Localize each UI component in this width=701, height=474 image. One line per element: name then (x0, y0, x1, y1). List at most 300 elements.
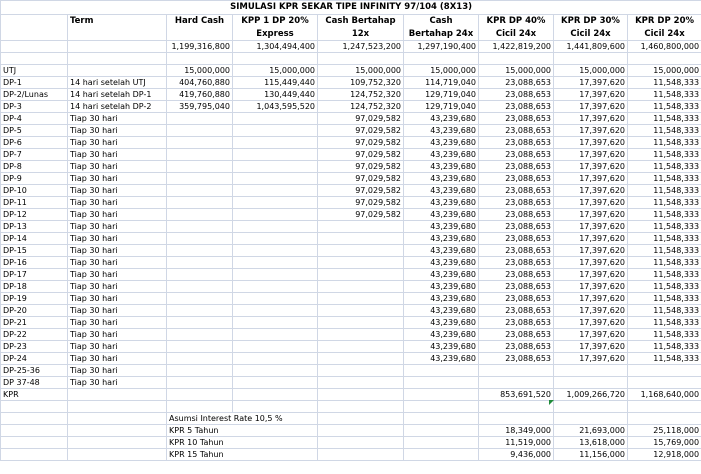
amount-cell[interactable]: 17,397,620 (554, 89, 628, 101)
amount-cell[interactable]: 23,088,653 (479, 137, 554, 149)
empty-cell[interactable] (554, 401, 628, 413)
installment-cell[interactable]: 21,693,000 (554, 425, 628, 437)
empty-cell[interactable] (68, 425, 167, 437)
row-label[interactable]: DP-11 (1, 197, 68, 209)
empty-cell[interactable] (318, 413, 404, 425)
amount-cell[interactable]: 43,239,680 (404, 329, 479, 341)
amount-cell[interactable]: 97,029,582 (318, 161, 404, 173)
amount-cell[interactable] (167, 149, 233, 161)
amount-cell[interactable]: 11,548,333 (628, 197, 701, 209)
amount-cell[interactable]: 17,397,620 (554, 329, 628, 341)
amount-cell[interactable]: 359,795,040 (167, 101, 233, 113)
amount-cell[interactable] (628, 377, 701, 389)
amount-cell[interactable]: 23,088,653 (479, 257, 554, 269)
header-col6-line1[interactable]: KPR DP 30% (554, 15, 628, 28)
amount-cell[interactable] (318, 257, 404, 269)
amount-cell[interactable]: 43,239,680 (404, 257, 479, 269)
amount-cell[interactable] (233, 269, 318, 281)
amount-cell[interactable] (167, 197, 233, 209)
amount-cell[interactable]: 11,548,333 (628, 245, 701, 257)
amount-cell[interactable]: 11,548,333 (628, 185, 701, 197)
amount-cell[interactable] (554, 365, 628, 377)
row-term[interactable]: Tiap 30 hari (68, 269, 167, 281)
amount-cell[interactable]: 23,088,653 (479, 269, 554, 281)
row-term[interactable]: Tiap 30 hari (68, 113, 167, 125)
row-term[interactable]: Tiap 30 hari (68, 185, 167, 197)
row-label[interactable]: DP-24 (1, 353, 68, 365)
amount-cell[interactable] (233, 137, 318, 149)
row-label[interactable]: DP-23 (1, 341, 68, 353)
row-label[interactable]: DP-17 (1, 269, 68, 281)
amount-cell[interactable] (404, 377, 479, 389)
row-term[interactable]: Tiap 30 hari (68, 257, 167, 269)
empty-cell[interactable] (404, 425, 479, 437)
amount-cell[interactable]: 43,239,680 (404, 353, 479, 365)
amount-cell[interactable]: 114,719,040 (404, 77, 479, 89)
amount-cell[interactable] (167, 281, 233, 293)
interest-term-label[interactable]: KPR 15 Tahun (167, 449, 318, 461)
empty-cell[interactable] (68, 413, 167, 425)
amount-cell[interactable]: 17,397,620 (554, 269, 628, 281)
installment-cell[interactable]: 18,349,000 (479, 425, 554, 437)
amount-cell[interactable]: 43,239,680 (404, 221, 479, 233)
amount-cell[interactable] (318, 341, 404, 353)
row-label[interactable]: DP-22 (1, 329, 68, 341)
amount-cell[interactable] (404, 365, 479, 377)
installment-cell[interactable]: 11,519,000 (479, 437, 554, 449)
row-label[interactable]: DP 37-48 (1, 377, 68, 389)
header-term-blank[interactable] (68, 28, 167, 41)
header-col5-line1[interactable]: KPR DP 40% (479, 15, 554, 28)
amount-cell[interactable] (167, 353, 233, 365)
row-label[interactable]: DP-4 (1, 113, 68, 125)
row-term[interactable]: Tiap 30 hari (68, 305, 167, 317)
amount-cell[interactable]: 97,029,582 (318, 209, 404, 221)
amount-cell[interactable] (318, 269, 404, 281)
row-label[interactable]: DP-25-36 (1, 365, 68, 377)
amount-cell[interactable]: 43,239,680 (404, 185, 479, 197)
installment-cell[interactable]: 11,156,000 (554, 449, 628, 461)
empty-cell[interactable] (1, 437, 68, 449)
empty-cell[interactable] (318, 53, 404, 65)
amount-cell[interactable]: 17,397,620 (554, 149, 628, 161)
amount-cell[interactable]: 17,397,620 (554, 305, 628, 317)
amount-cell[interactable] (167, 257, 233, 269)
amount-cell[interactable] (318, 233, 404, 245)
amount-cell[interactable]: 17,397,620 (554, 137, 628, 149)
empty-cell[interactable] (479, 413, 554, 425)
row-label[interactable]: DP-9 (1, 173, 68, 185)
amount-cell[interactable]: 43,239,680 (404, 137, 479, 149)
price-cell[interactable]: 1,304,494,400 (233, 41, 318, 53)
row-label[interactable]: DP-5 (1, 125, 68, 137)
amount-cell[interactable]: 97,029,582 (318, 173, 404, 185)
row-term[interactable]: Tiap 30 hari (68, 329, 167, 341)
amount-cell[interactable]: 11,548,333 (628, 281, 701, 293)
amount-cell[interactable]: 43,239,680 (404, 161, 479, 173)
amount-cell[interactable]: 130,449,440 (233, 89, 318, 101)
empty-cell[interactable] (318, 449, 404, 461)
row-label[interactable]: DP-20 (1, 305, 68, 317)
amount-cell[interactable] (233, 305, 318, 317)
amount-cell[interactable]: 17,397,620 (554, 281, 628, 293)
amount-cell[interactable] (233, 161, 318, 173)
amount-cell[interactable]: 15,000,000 (479, 65, 554, 77)
amount-cell[interactable]: 97,029,582 (318, 137, 404, 149)
amount-cell[interactable] (233, 293, 318, 305)
amount-cell[interactable]: 129,719,040 (404, 89, 479, 101)
row-term[interactable]: Tiap 30 hari (68, 197, 167, 209)
amount-cell[interactable] (167, 173, 233, 185)
row-label[interactable]: DP-18 (1, 281, 68, 293)
kpr-cell[interactable]: 1,009,266,720 (554, 389, 628, 401)
amount-cell[interactable]: 109,752,320 (318, 77, 404, 89)
row-term[interactable]: Tiap 30 hari (68, 149, 167, 161)
amount-cell[interactable] (233, 365, 318, 377)
amount-cell[interactable]: 11,548,333 (628, 209, 701, 221)
amount-cell[interactable]: 43,239,680 (404, 149, 479, 161)
empty-cell[interactable] (1, 401, 68, 413)
row-term[interactable]: 14 hari setelah UTJ (68, 77, 167, 89)
row-label[interactable]: DP-12 (1, 209, 68, 221)
amount-cell[interactable]: 11,548,333 (628, 173, 701, 185)
empty-cell[interactable] (404, 449, 479, 461)
price-cell[interactable]: 1,441,809,600 (554, 41, 628, 53)
amount-cell[interactable]: 23,088,653 (479, 197, 554, 209)
row-term[interactable]: Tiap 30 hari (68, 341, 167, 353)
amount-cell[interactable]: 43,239,680 (404, 245, 479, 257)
amount-cell[interactable]: 97,029,582 (318, 185, 404, 197)
amount-cell[interactable]: 11,548,333 (628, 149, 701, 161)
amount-cell[interactable]: 17,397,620 (554, 173, 628, 185)
amount-cell[interactable] (233, 197, 318, 209)
empty-cell[interactable] (68, 449, 167, 461)
amount-cell[interactable]: 23,088,653 (479, 305, 554, 317)
amount-cell[interactable]: 17,397,620 (554, 221, 628, 233)
row-label[interactable]: UTJ (1, 65, 68, 77)
interest-term-label[interactable]: KPR 5 Tahun (167, 425, 318, 437)
empty-cell[interactable] (318, 401, 404, 413)
installment-cell[interactable]: 12,918,000 (628, 449, 701, 461)
amount-cell[interactable] (318, 245, 404, 257)
amount-cell[interactable] (167, 341, 233, 353)
amount-cell[interactable]: 419,760,880 (167, 89, 233, 101)
amount-cell[interactable] (628, 365, 701, 377)
amount-cell[interactable]: 17,397,620 (554, 353, 628, 365)
amount-cell[interactable]: 1,043,595,520 (233, 101, 318, 113)
amount-cell[interactable] (233, 329, 318, 341)
price-cell[interactable]: 1,247,523,200 (318, 41, 404, 53)
amount-cell[interactable] (233, 233, 318, 245)
row-term[interactable]: Tiap 30 hari (68, 161, 167, 173)
amount-cell[interactable] (318, 329, 404, 341)
amount-cell[interactable]: 15,000,000 (233, 65, 318, 77)
amount-cell[interactable] (318, 353, 404, 365)
amount-cell[interactable]: 43,239,680 (404, 125, 479, 137)
row-term[interactable]: Tiap 30 hari (68, 317, 167, 329)
amount-cell[interactable]: 11,548,333 (628, 329, 701, 341)
amount-cell[interactable]: 43,239,680 (404, 281, 479, 293)
empty-cell[interactable] (318, 425, 404, 437)
amount-cell[interactable]: 23,088,653 (479, 89, 554, 101)
amount-cell[interactable] (233, 185, 318, 197)
amount-cell[interactable]: 11,548,333 (628, 257, 701, 269)
empty-cell[interactable] (318, 437, 404, 449)
row-label[interactable]: DP-3 (1, 101, 68, 113)
row-label[interactable]: DP-14 (1, 233, 68, 245)
amount-cell[interactable] (318, 221, 404, 233)
empty-cell[interactable] (404, 413, 479, 425)
header-col6-line2[interactable]: Cicil 24x (554, 28, 628, 41)
amount-cell[interactable] (167, 293, 233, 305)
amount-cell[interactable]: 124,752,320 (318, 101, 404, 113)
amount-cell[interactable]: 11,548,333 (628, 77, 701, 89)
installment-cell[interactable]: 13,618,000 (554, 437, 628, 449)
empty-cell[interactable] (1, 449, 68, 461)
empty-cell[interactable] (167, 401, 233, 413)
header-col5-line2[interactable]: Cicil 24x (479, 28, 554, 41)
amount-cell[interactable] (167, 233, 233, 245)
row-label[interactable]: DP-2/Lunas (1, 89, 68, 101)
amount-cell[interactable]: 17,397,620 (554, 317, 628, 329)
amount-cell[interactable]: 43,239,680 (404, 293, 479, 305)
kpr-cell[interactable] (318, 389, 404, 401)
amount-cell[interactable]: 23,088,653 (479, 161, 554, 173)
header-col3-line2[interactable]: 12x (318, 28, 404, 41)
amount-cell[interactable] (554, 377, 628, 389)
header-col2-line1[interactable]: KPP 1 DP 20% (233, 15, 318, 28)
amount-cell[interactable]: 11,548,333 (628, 341, 701, 353)
price-cell[interactable]: 1,199,316,800 (167, 41, 233, 53)
amount-cell[interactable] (233, 149, 318, 161)
amount-cell[interactable] (167, 185, 233, 197)
empty-cell[interactable] (1, 413, 68, 425)
installment-cell[interactable]: 15,769,000 (628, 437, 701, 449)
amount-cell[interactable]: 43,239,680 (404, 173, 479, 185)
amount-cell[interactable]: 17,397,620 (554, 245, 628, 257)
row-term[interactable]: Tiap 30 hari (68, 377, 167, 389)
amount-cell[interactable] (233, 221, 318, 233)
amount-cell[interactable]: 23,088,653 (479, 173, 554, 185)
amount-cell[interactable]: 43,239,680 (404, 113, 479, 125)
row-term[interactable]: Tiap 30 hari (68, 209, 167, 221)
amount-cell[interactable] (167, 221, 233, 233)
empty-cell[interactable] (628, 53, 701, 65)
amount-cell[interactable] (167, 125, 233, 137)
amount-cell[interactable]: 23,088,653 (479, 245, 554, 257)
header-blank[interactable] (1, 28, 68, 41)
amount-cell[interactable] (233, 113, 318, 125)
amount-cell[interactable]: 97,029,582 (318, 113, 404, 125)
amount-cell[interactable]: 97,029,582 (318, 149, 404, 161)
amount-cell[interactable]: 11,548,333 (628, 293, 701, 305)
amount-cell[interactable]: 23,088,653 (479, 329, 554, 341)
empty-cell[interactable] (404, 53, 479, 65)
amount-cell[interactable]: 23,088,653 (479, 209, 554, 221)
amount-cell[interactable]: 43,239,680 (404, 269, 479, 281)
header-term[interactable]: Term (68, 15, 167, 28)
price-label[interactable] (1, 41, 68, 53)
row-label[interactable]: DP-21 (1, 317, 68, 329)
amount-cell[interactable]: 11,548,333 (628, 89, 701, 101)
amount-cell[interactable]: 11,548,333 (628, 269, 701, 281)
amount-cell[interactable]: 17,397,620 (554, 125, 628, 137)
empty-cell[interactable] (479, 53, 554, 65)
amount-cell[interactable] (167, 137, 233, 149)
amount-cell[interactable]: 43,239,680 (404, 233, 479, 245)
row-label[interactable]: DP-13 (1, 221, 68, 233)
sheet-title[interactable]: SIMULASI KPR SEKAR TIPE INFINITY 97/104 (8X13) (1, 1, 701, 15)
amount-cell[interactable]: 115,449,440 (233, 77, 318, 89)
amount-cell[interactable]: 17,397,620 (554, 209, 628, 221)
amount-cell[interactable] (167, 365, 233, 377)
amount-cell[interactable]: 15,000,000 (404, 65, 479, 77)
amount-cell[interactable]: 15,000,000 (554, 65, 628, 77)
amount-cell[interactable]: 11,548,333 (628, 125, 701, 137)
amount-cell[interactable] (167, 317, 233, 329)
row-term[interactable]: Tiap 30 hari (68, 221, 167, 233)
amount-cell[interactable]: 15,000,000 (628, 65, 701, 77)
amount-cell[interactable]: 43,239,680 (404, 317, 479, 329)
amount-cell[interactable]: 43,239,680 (404, 197, 479, 209)
amount-cell[interactable] (233, 209, 318, 221)
amount-cell[interactable]: 129,719,040 (404, 101, 479, 113)
amount-cell[interactable]: 43,239,680 (404, 305, 479, 317)
amount-cell[interactable] (167, 377, 233, 389)
row-label[interactable]: DP-16 (1, 257, 68, 269)
amount-cell[interactable]: 11,548,333 (628, 305, 701, 317)
header-col4-line2[interactable]: Bertahap 24x (404, 28, 479, 41)
interest-term-label[interactable]: KPR 10 Tahun (167, 437, 318, 449)
amount-cell[interactable]: 23,088,653 (479, 185, 554, 197)
amount-cell[interactable]: 23,088,653 (479, 149, 554, 161)
amount-cell[interactable]: 43,239,680 (404, 341, 479, 353)
empty-cell[interactable] (68, 401, 167, 413)
row-term[interactable] (68, 65, 167, 77)
row-term[interactable]: Tiap 30 hari (68, 173, 167, 185)
row-term[interactable]: Tiap 30 hari (68, 365, 167, 377)
row-label[interactable]: DP-6 (1, 137, 68, 149)
amount-cell[interactable]: 17,397,620 (554, 293, 628, 305)
amount-cell[interactable]: 11,548,333 (628, 113, 701, 125)
interest-label[interactable]: Asumsi Interest Rate 10,5 % (167, 413, 318, 425)
kpr-cell[interactable] (233, 389, 318, 401)
amount-cell[interactable] (167, 209, 233, 221)
header-col2-line2[interactable]: Express (233, 28, 318, 41)
installment-cell[interactable]: 25,118,000 (628, 425, 701, 437)
amount-cell[interactable]: 17,397,620 (554, 185, 628, 197)
row-term[interactable]: Tiap 30 hari (68, 137, 167, 149)
amount-cell[interactable]: 23,088,653 (479, 221, 554, 233)
amount-cell[interactable]: 43,239,680 (404, 209, 479, 221)
header-col3-line1[interactable]: Cash Bertahap (318, 15, 404, 28)
kpr-cell[interactable]: 1,168,640,000 (628, 389, 701, 401)
amount-cell[interactable]: 23,088,653 (479, 353, 554, 365)
amount-cell[interactable]: 17,397,620 (554, 101, 628, 113)
empty-cell[interactable] (233, 401, 318, 413)
amount-cell[interactable] (479, 365, 554, 377)
row-term[interactable]: Tiap 30 hari (68, 293, 167, 305)
amount-cell[interactable]: 97,029,582 (318, 197, 404, 209)
amount-cell[interactable] (233, 353, 318, 365)
row-term[interactable]: Tiap 30 hari (68, 281, 167, 293)
amount-cell[interactable]: 11,548,333 (628, 233, 701, 245)
header-col7-line2[interactable]: Cicil 24x (628, 28, 701, 41)
row-label[interactable]: DP-19 (1, 293, 68, 305)
amount-cell[interactable]: 23,088,653 (479, 125, 554, 137)
price-cell[interactable]: 1,422,819,200 (479, 41, 554, 53)
row-label[interactable]: DP-8 (1, 161, 68, 173)
empty-cell[interactable] (167, 53, 233, 65)
empty-cell[interactable] (68, 53, 167, 65)
amount-cell[interactable] (318, 305, 404, 317)
header-col4-line1[interactable]: Cash (404, 15, 479, 28)
amount-cell[interactable]: 23,088,653 (479, 317, 554, 329)
price-term[interactable] (68, 41, 167, 53)
row-term[interactable]: Tiap 30 hari (68, 353, 167, 365)
amount-cell[interactable] (318, 365, 404, 377)
row-label[interactable]: DP-7 (1, 149, 68, 161)
empty-cell[interactable] (68, 437, 167, 449)
amount-cell[interactable]: 17,397,620 (554, 113, 628, 125)
amount-cell[interactable]: 124,752,320 (318, 89, 404, 101)
header-blank[interactable] (1, 15, 68, 28)
row-label[interactable]: DP-15 (1, 245, 68, 257)
empty-cell[interactable] (554, 53, 628, 65)
amount-cell[interactable] (233, 245, 318, 257)
amount-cell[interactable] (233, 317, 318, 329)
amount-cell[interactable] (233, 125, 318, 137)
kpr-cell[interactable]: 853,691,520 (479, 389, 554, 401)
amount-cell[interactable]: 23,088,653 (479, 281, 554, 293)
amount-cell[interactable]: 15,000,000 (318, 65, 404, 77)
amount-cell[interactable] (318, 281, 404, 293)
amount-cell[interactable] (318, 377, 404, 389)
header-col7-line1[interactable]: KPR DP 20% (628, 15, 701, 28)
kpr-label[interactable]: KPR (1, 389, 68, 401)
amount-cell[interactable]: 23,088,653 (479, 101, 554, 113)
amount-cell[interactable]: 17,397,620 (554, 233, 628, 245)
price-cell[interactable]: 1,460,800,000 (628, 41, 701, 53)
amount-cell[interactable] (318, 293, 404, 305)
amount-cell[interactable]: 23,088,653 (479, 77, 554, 89)
row-label[interactable]: DP-10 (1, 185, 68, 197)
amount-cell[interactable]: 97,029,582 (318, 125, 404, 137)
amount-cell[interactable]: 23,088,653 (479, 341, 554, 353)
empty-cell[interactable] (628, 401, 701, 413)
amount-cell[interactable] (167, 113, 233, 125)
empty-cell[interactable] (554, 413, 628, 425)
amount-cell[interactable]: 11,548,333 (628, 353, 701, 365)
empty-cell[interactable] (628, 413, 701, 425)
amount-cell[interactable] (167, 305, 233, 317)
amount-cell[interactable] (167, 161, 233, 173)
header-col1-line1[interactable]: Hard Cash (167, 15, 233, 28)
amount-cell[interactable] (479, 377, 554, 389)
kpr-cell[interactable] (167, 389, 233, 401)
empty-cell[interactable] (479, 401, 554, 413)
header-col1-line2[interactable] (167, 28, 233, 41)
row-term[interactable]: 14 hari setelah DP-2 (68, 101, 167, 113)
row-term[interactable]: Tiap 30 hari (68, 233, 167, 245)
kpr-cell[interactable] (404, 389, 479, 401)
amount-cell[interactable]: 23,088,653 (479, 293, 554, 305)
amount-cell[interactable] (167, 329, 233, 341)
amount-cell[interactable]: 17,397,620 (554, 77, 628, 89)
amount-cell[interactable]: 11,548,333 (628, 101, 701, 113)
empty-cell[interactable] (1, 425, 68, 437)
row-term[interactable]: Tiap 30 hari (68, 125, 167, 137)
